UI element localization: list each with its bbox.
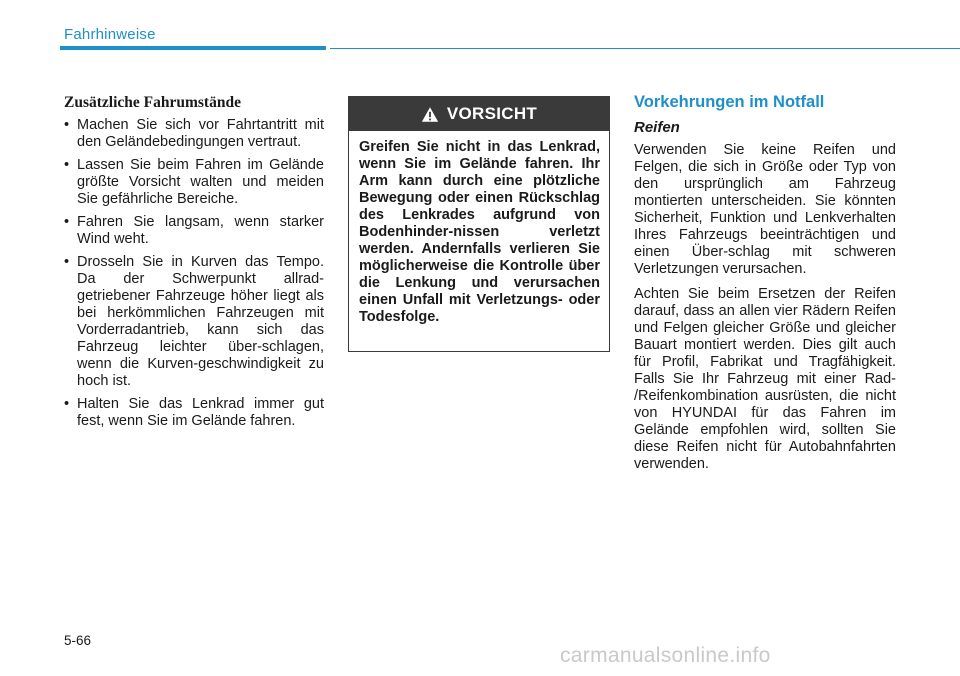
bullet-dot: • (64, 214, 70, 230)
bullet-dot: • (64, 117, 70, 133)
caution-title: VORSICHT (446, 104, 538, 123)
list-item-text: Machen Sie sich vor Fahrtantritt mit den Geländebedingungen vertraut. (77, 117, 324, 150)
list-item-text: Drosseln Sie in Kurven das Tempo. Da der Schwerpunkt allrad-getriebener Fahrzeuge höher liegt als bei herkömmlichen Fahrzeugen mit Vorderradantrieb, kann sich das Fahrzeug leichter über-schlagen, wenn die Kurven-geschwindigkeit zu hoch ist. (77, 254, 324, 389)
list-item-text: Halten Sie das Lenkrad immer gut fest, wenn Sie im Gelände fahren. (77, 396, 324, 429)
bullet-dot: • (64, 157, 70, 173)
caution-header (349, 97, 609, 131)
caution-text: Greifen Sie nicht in das Lenkrad, wenn Sie im Gelände fahren. Ihr Arm kann durch eine plötzliche Bewegung oder einen Rückschlag des Lenkrades aufgrund von Bodenhinder-nissen verletzt werden. Andernfalls verlieren Sie möglicherweise die Kontrolle über die Lenkung und verursachen einen Unfall mit Verletzungs- oder Todesfolge. (359, 139, 600, 325)
right-subheading: Reifen (634, 119, 680, 136)
header-rule-thin (330, 48, 960, 49)
paragraph: Verwenden Sie keine Reifen und Felgen, die sich in Größe oder Typ von den ursprünglich am Fahrzeug montierten unterscheiden. Sie könnten Sicherheit, Funktion und Lenkverhalten Ihres Fahrzeugs beeinträchtigen und einen Über-schlag mit schweren Verletzungen verursachen. (634, 142, 896, 277)
list-item (64, 214, 324, 248)
left-column (64, 94, 324, 436)
list-item (64, 157, 324, 208)
header-rule-thick (60, 46, 326, 50)
list-item (64, 117, 324, 151)
page-number: 5-66 (64, 633, 92, 648)
list-item-text: Lassen Sie beim Fahren im Gelände größte Vorsicht walten und meiden Sie gefährliche Bereiche. (77, 157, 324, 207)
section-title: Fahrhinweise (64, 26, 156, 43)
list-item-text: Fahren Sie langsam, wenn starker Wind weht. (77, 214, 324, 247)
bullet-list (64, 117, 324, 430)
bullet-dot: • (64, 254, 70, 270)
right-column (634, 94, 896, 481)
warning-triangle-icon (421, 106, 439, 123)
watermark: carmanualsonline.info (560, 644, 771, 667)
bullet-dot: • (64, 396, 70, 412)
paragraph: Achten Sie beim Ersetzen der Reifen darauf, dass an allen vier Rädern Reifen und Felgen gleicher Größe und gleicher Bauart montiert werden. Dies gilt auch für Profil, Fabrikat und Tragfähigkeit. Falls Sie Ihr Fahrzeug mit einer Rad- /Reifenkombination ausrüsten, die nicht von HYUNDAI für das Fahren im Gelände empfohlen wird, sollten Sie diese Reifen nicht für Autobahnfahrten verwenden. (634, 286, 896, 472)
caution-box (348, 96, 610, 352)
list-item (64, 254, 324, 390)
right-heading: Vorkehrungen im Notfall (634, 93, 825, 111)
left-heading: Zusätzliche Fahrumstände (64, 94, 241, 111)
list-item (64, 396, 324, 430)
